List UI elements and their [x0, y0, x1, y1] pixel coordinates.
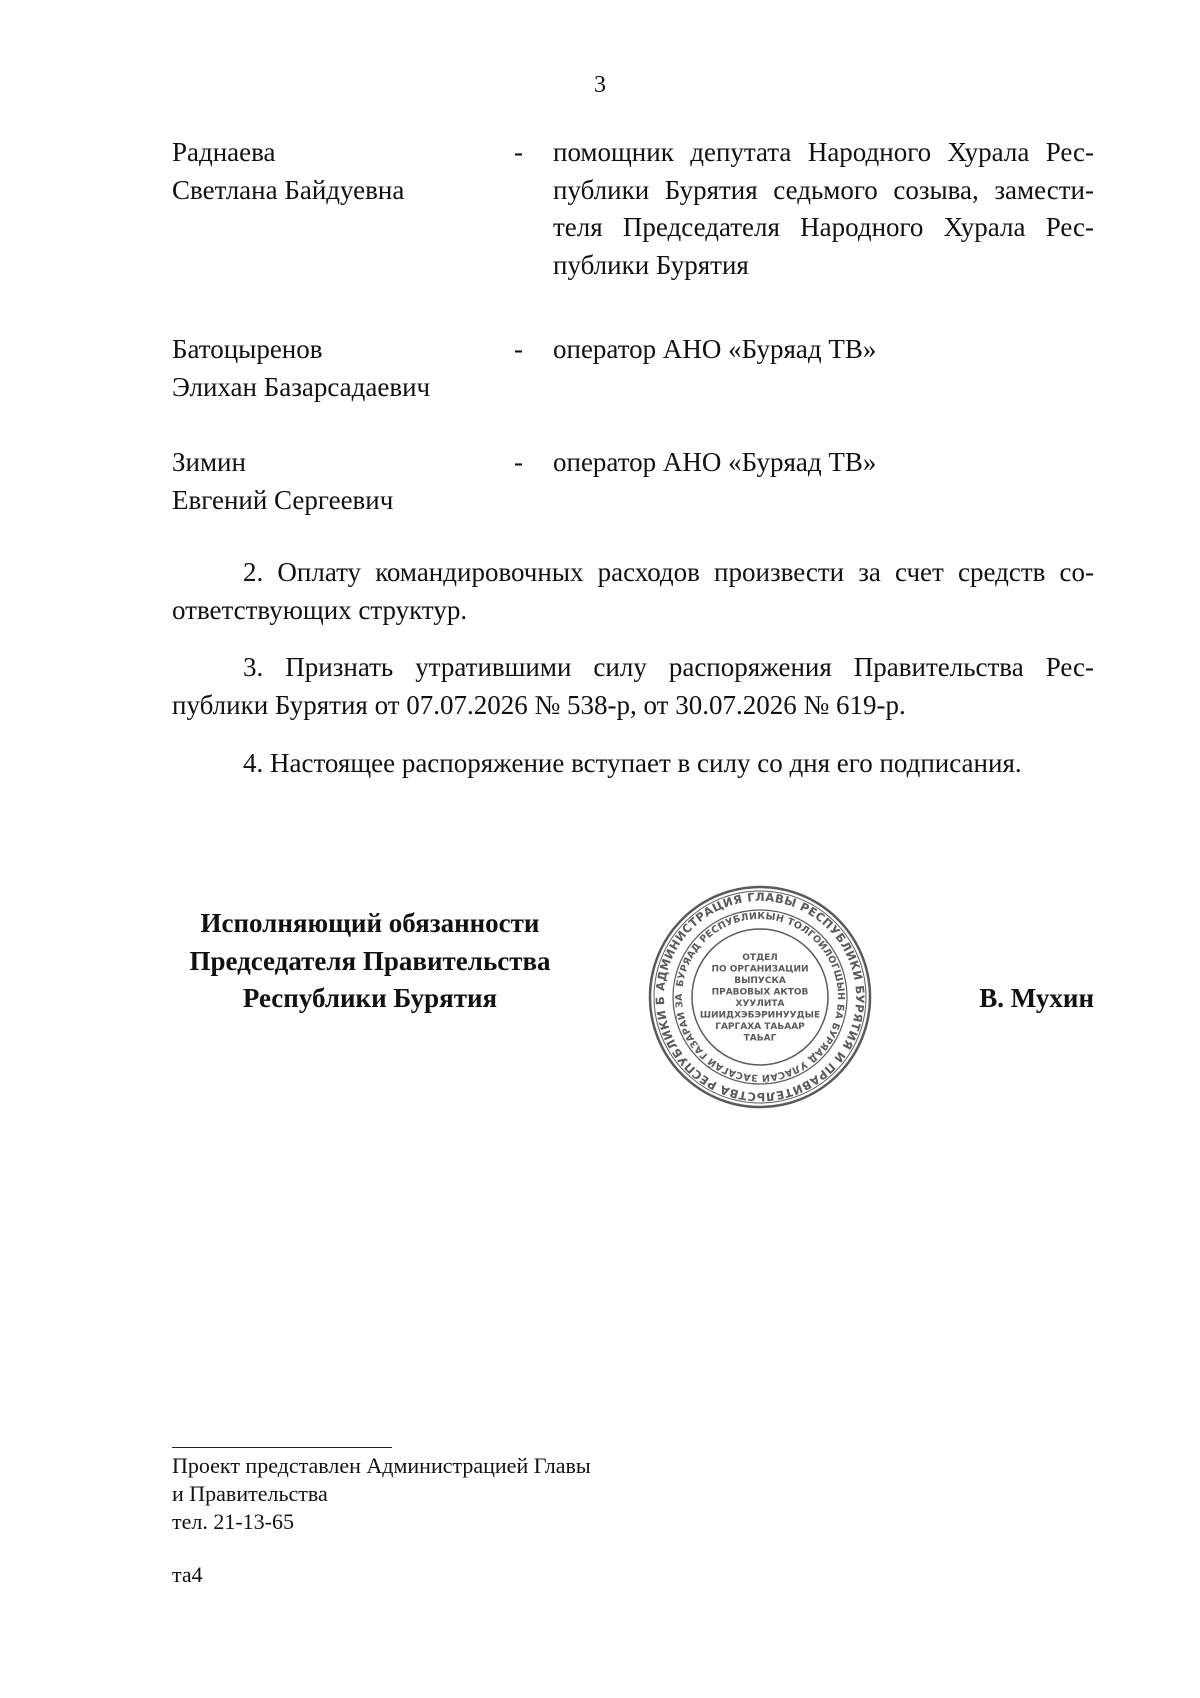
member-role-line: теля Председателя Народного Хурала Рес- — [553, 212, 1094, 242]
member-given-names: Элихан Базарсадаевич — [172, 371, 431, 402]
stamp-center-line: ОТДЕЛ — [742, 952, 778, 963]
member-role — [553, 331, 1094, 369]
stamp-center-line: ГАРГАХА ТАЬААР — [715, 1021, 805, 1032]
member-dash: - — [514, 137, 523, 167]
clause-3 — [172, 649, 1094, 724]
footnote-line: и Правительства — [172, 1481, 328, 1506]
signatory-title-line: Республики Бурятия — [242, 983, 498, 1013]
member-name — [172, 444, 512, 519]
member-role — [553, 134, 1094, 284]
clause-line: 3. Признать утратившими силу распоряжения Правительства Рес- — [243, 652, 1094, 682]
clause-line: ответствующих структур. — [172, 594, 468, 625]
member-surname: Зимин — [172, 447, 246, 477]
stamp-outer-text: АДМИНИСТРАЦИЯ ГЛАВЫ РЕСПУБЛИКИ БУРЯТИЯ И ПРАВИТЕЛЬСТВА РЕСПУБЛИКИ Б — [652, 889, 868, 1105]
member-role-line: оператор АНО «Буряад ТВ» — [553, 447, 877, 477]
member-name — [172, 331, 512, 406]
member-role-line: оператор АНО «Буряад ТВ» — [553, 334, 877, 364]
stamp-center-line: ПО ОРГАНИЗАЦИИ — [711, 964, 809, 975]
signatory-title-line: Председателя Правительства — [189, 945, 551, 976]
stamp-center-line: ВЫПУСКА — [734, 975, 786, 986]
stamp-inner-text: БУРЯАД РЕСПУБЛИКЫН ТОЛГОЙЛОГШЫН БА БУРЯАД УЛАСАЙ ЗАСАГАЙ ГАЗАРАЙ ЗА — [673, 910, 847, 1084]
official-stamp — [645, 882, 875, 1112]
member-surname: Раднаева — [172, 137, 276, 167]
stamp-center-line: ПРАВОВЫХ АКТОВ — [711, 987, 809, 998]
stamp-center-line: ТАЬАГ — [743, 1033, 777, 1044]
member-given-names: Евгений Сергеевич — [172, 484, 394, 515]
member-name — [172, 134, 512, 209]
member-role-line: помощник депутата Народного Хурала Рес- — [553, 137, 1094, 167]
footnote-line: тел. 21-13-65 — [172, 1509, 295, 1534]
signatory-title-line: Исполняющий обязанности — [200, 908, 540, 938]
clause-line: 4. Настоящее распоряжение вступает в силу со дня его подписания. — [243, 748, 1022, 778]
clause-line: публики Бурятия от 07.07.2026 № 538-р, от 30.07.2026 № 619-р. — [172, 689, 906, 720]
clause-4 — [172, 745, 1094, 783]
signatory-title — [160, 905, 580, 1018]
member-dash: - — [514, 334, 523, 364]
member-role — [553, 444, 1094, 482]
member-role-line: публики Бурятия седьмого созыва, замести- — [553, 174, 1094, 205]
footnote — [172, 1452, 591, 1536]
member-role-line: публики Бурятия — [553, 249, 749, 280]
member-given-names: Светлана Байдуевна — [172, 174, 405, 205]
clause-2 — [172, 554, 1094, 629]
footnote-line: Проект представлен Администрацией Главы — [172, 1453, 591, 1478]
stamp-center-line: ШИИДХЭБЭРИНУУДЫЕ — [699, 1010, 821, 1021]
signatory-name: В. Мухин — [979, 983, 1094, 1013]
clause-line: 2. Оплату командировочных расходов произвести за счет средств со- — [243, 557, 1094, 587]
member-dash: - — [514, 447, 523, 477]
page-number: 3 — [594, 72, 606, 98]
stamp-center-line: ХУУЛИТА — [735, 998, 785, 1009]
document-code: та4 — [172, 1562, 203, 1587]
member-surname: Батоцыренов — [172, 334, 323, 364]
footnote-divider — [172, 1447, 392, 1448]
